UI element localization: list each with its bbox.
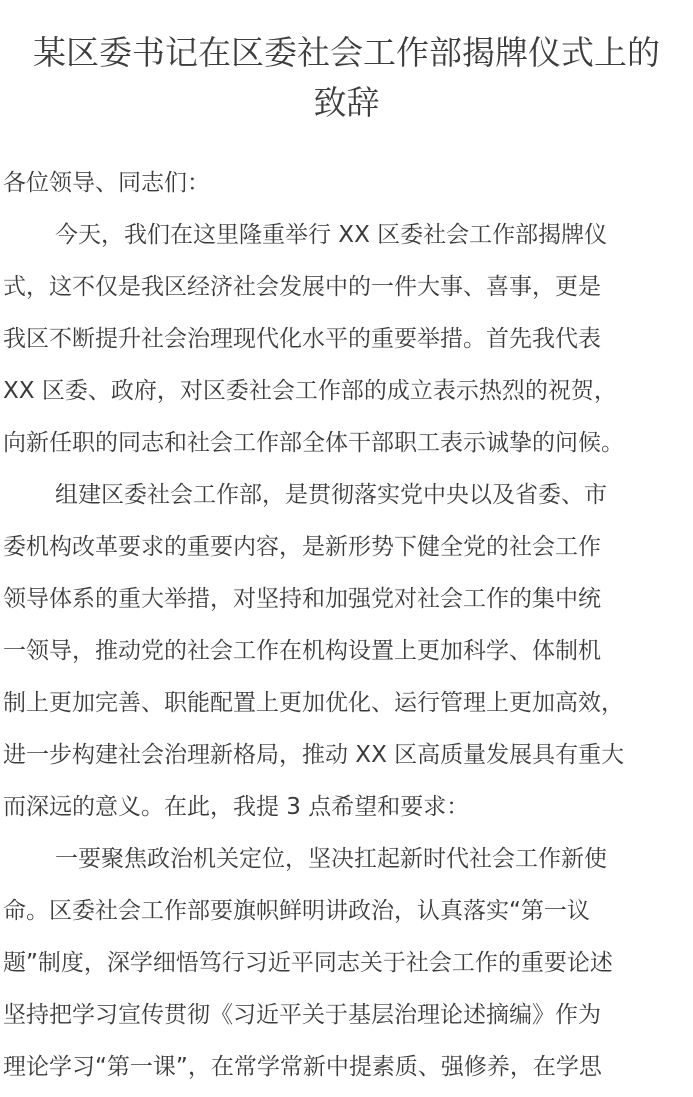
paragraph-1-line: 式，这不仅是我区经济社会发展中的一件大事、喜事，更是 <box>3 274 601 300</box>
paragraph-2-line: 一领导，推动党的社会工作在机构设置上更加科学、体制机 <box>3 638 601 664</box>
paragraph-1-line: 今天，我们在这里隆重举行 XX 区委社会工作部揭牌仪 <box>55 222 608 248</box>
salutation: 各位领导、同志们： <box>3 170 210 196</box>
paragraph-2-line: 组建区委社会工作部，是贯彻落实党中央以及省委、市 <box>55 482 607 508</box>
paragraph-1-line: 我区不断提升社会治理现代化水平的重要举措。首先我代表 <box>3 326 601 352</box>
paragraph-1-line: XX 区委、政府，对区委社会工作部的成立表示热烈的祝贺， <box>3 378 617 404</box>
paragraph-3-line: 一要聚焦政治机关定位，坚决扛起新时代社会工作新使 <box>55 846 607 872</box>
title-line-1: 某区委书记在区委社会工作部揭牌仪式上的 <box>33 33 660 72</box>
paragraph-3-line: 题”制度，深学细悟笃行习近平同志关于社会工作的重要论述 <box>3 950 613 976</box>
paragraph-2-line: 制上更加完善、职能配置上更加优化、运行管理上更加高效， <box>3 690 624 716</box>
document-title <box>0 28 693 128</box>
paragraph-2-line: 而深远的意义。在此，我提 3 点希望和要求： <box>3 794 470 820</box>
paragraph-3-line: 理论学习“第一课”，在常学常新中提素质、强修养，在学思 <box>3 1054 602 1080</box>
paragraph-2-line: 委机构改革要求的重要内容，是新形势下健全党的社会工作 <box>3 534 601 560</box>
paragraph-3-line: 命。区委社会工作部要旗帜鲜明讲政治，认真落实“第一议 <box>3 898 590 924</box>
paragraph-3-line: 坚持把学习宣传贯彻《习近平关于基层治理论述摘编》作为 <box>3 1002 601 1028</box>
paragraph-2-line: 进一步构建社会治理新格局，推动 XX 区高质量发展具有重大 <box>3 742 625 768</box>
paragraph-2-line: 领导体系的重大举措，对坚持和加强党对社会工作的集中统 <box>3 586 601 612</box>
paragraph-1-line: 向新任职的同志和社会工作部全体干部职工表示诚挚的问候。 <box>3 430 624 456</box>
title-line-2: 致辞 <box>313 83 380 122</box>
